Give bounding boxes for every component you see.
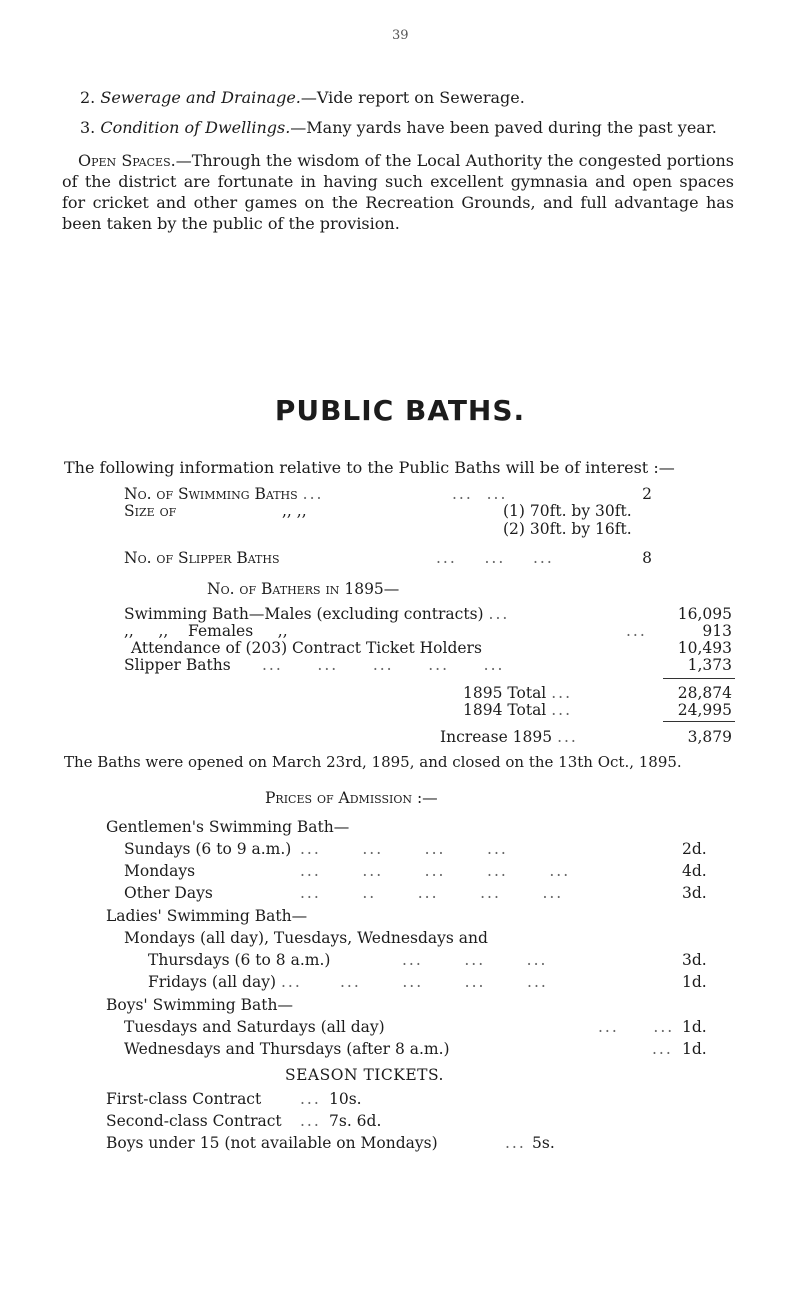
opened-text: The Baths were opened on March 23rd, 1895, and closed on the 13th Oct., 1895. <box>64 753 682 771</box>
season-price: 5s. <box>532 1134 555 1152</box>
open-spaces-paragraph <box>62 150 734 234</box>
size-pool-2: (2) 30ft. by 16ft. <box>503 520 632 538</box>
total-1895-label: 1895 Total ... <box>463 684 572 702</box>
dot-leader: ... ... ... <box>436 549 554 567</box>
bathers-heading: No. of Bathers in 1895— <box>207 580 400 598</box>
dot-leader: ... ... ... <box>402 951 548 969</box>
season-row: Second-class Contract <box>106 1112 282 1130</box>
bathers-row: Swimming Bath—Males (excluding contracts) ... <box>124 605 510 623</box>
price-row: Other Days <box>124 884 213 902</box>
price-row: Wednesdays and Thursdays (after 8 a.m.) <box>124 1040 450 1058</box>
season-heading: SEASON TICKETS. <box>285 1066 444 1084</box>
increase-label: Increase 1895 ... <box>440 728 578 746</box>
size-pool-1: (1) 70ft. by 30ft. <box>503 502 632 520</box>
dot-leader: ... ... <box>598 1018 675 1036</box>
prices-heading: Prices of Admission :— <box>265 789 438 807</box>
dot-leader: ... .. ... ... ... <box>300 884 564 902</box>
season-row: First-class Contract <box>106 1090 262 1108</box>
dot-leader: ... <box>652 1040 673 1058</box>
price-row: Mondays <box>124 862 196 880</box>
item-sewerage <box>80 87 525 108</box>
season-row: Boys under 15 (not available on Mondays) <box>106 1134 438 1152</box>
dot-leader: ... ... ... ... <box>340 973 548 991</box>
bathers-row: Attendance of (203) Contract Ticket Holders <box>131 639 482 657</box>
total-1894-value: 24,995 <box>677 701 732 719</box>
swimming-baths-value: 2 <box>642 485 652 503</box>
item-text: —Many yards have been paved during the past year. <box>290 118 717 137</box>
dot-leader: ... <box>300 1112 321 1130</box>
dot-leader: ... ... <box>452 485 508 503</box>
size-ditto: ,, ,, <box>282 502 307 520</box>
bathers-value: 1,373 <box>687 656 732 674</box>
bathers-value: 16,095 <box>677 605 732 623</box>
dot-leader: ... <box>300 1090 321 1108</box>
item-number: 2. <box>80 88 96 107</box>
price-row: Fridays (all day) ... <box>148 973 302 991</box>
slipper-baths-value: 8 <box>642 549 652 567</box>
price-row: Thursdays (6 to 8 a.m.) <box>148 951 331 969</box>
dot-leader: ... ... ... ... ... <box>262 656 505 674</box>
bathers-value: 10,493 <box>677 639 732 657</box>
price-value: 1d. <box>682 973 707 991</box>
intro-text: The following information relative to the Public Baths will be of interest :— <box>64 458 675 477</box>
dot-leader: ... <box>626 622 647 640</box>
price-value: 2d. <box>682 840 707 858</box>
season-price: 10s. <box>329 1090 362 1108</box>
item-dwellings <box>80 117 717 138</box>
ladies-heading: Ladies' Swimming Bath— <box>106 907 308 925</box>
swimming-baths-label: No. of Swimming Baths ... <box>124 485 324 503</box>
open-spaces-text: —Through the wisdom of the Local Authority the congested portions of the district are fortunate in having such excellent gymnasia and open spaces for cricket and other games on the Recreation Grounds, and full advantage has been taken by the public of the provision. <box>62 151 734 233</box>
item-title: Sewerage and Drainage. <box>100 88 301 107</box>
season-price: 7s. 6d. <box>329 1112 382 1130</box>
price-value: 4d. <box>682 862 707 880</box>
page-title: PUBLIC BATHS. <box>274 394 526 427</box>
item-title: Condition of Dwellings. <box>100 118 291 137</box>
dot-leader: ... <box>505 1134 526 1152</box>
gentlemen-heading: Gentlemen's Swimming Bath— <box>106 818 350 836</box>
bathers-row: Slipper Baths <box>124 656 231 674</box>
dot-leader: ... ... ... ... <box>300 840 508 858</box>
increase-value: 3,879 <box>687 728 732 746</box>
price-row: Sundays (6 to 9 a.m.) <box>124 840 292 858</box>
item-number: 3. <box>80 118 96 137</box>
price-value: 3d. <box>682 884 707 902</box>
open-spaces-label: Open Spaces. <box>78 151 176 170</box>
ladies-days: Mondays (all day), Tuesdays, Wednesdays and <box>124 929 488 947</box>
dot-leader: ... ... ... ... ... <box>300 862 571 880</box>
price-value: 3d. <box>682 951 707 969</box>
increase-rule <box>663 721 735 722</box>
slipper-baths-label: No. of Slipper Baths <box>124 549 280 567</box>
bathers-row: ,, ,, Females ,, <box>124 622 288 640</box>
price-value: 1d. <box>682 1018 707 1036</box>
price-value: 1d. <box>682 1040 707 1058</box>
total-1895-value: 28,874 <box>677 684 732 702</box>
price-row: Tuesdays and Saturdays (all day) <box>124 1018 385 1036</box>
item-text: —Vide report on Sewerage. <box>300 88 525 107</box>
boys-heading: Boys' Swimming Bath— <box>106 996 293 1014</box>
size-label: Size of <box>124 502 177 520</box>
total-1894-label: 1894 Total ... <box>463 701 572 719</box>
page-number: 39 <box>392 28 409 43</box>
bathers-value: 913 <box>702 622 732 640</box>
total-rule <box>663 678 735 679</box>
